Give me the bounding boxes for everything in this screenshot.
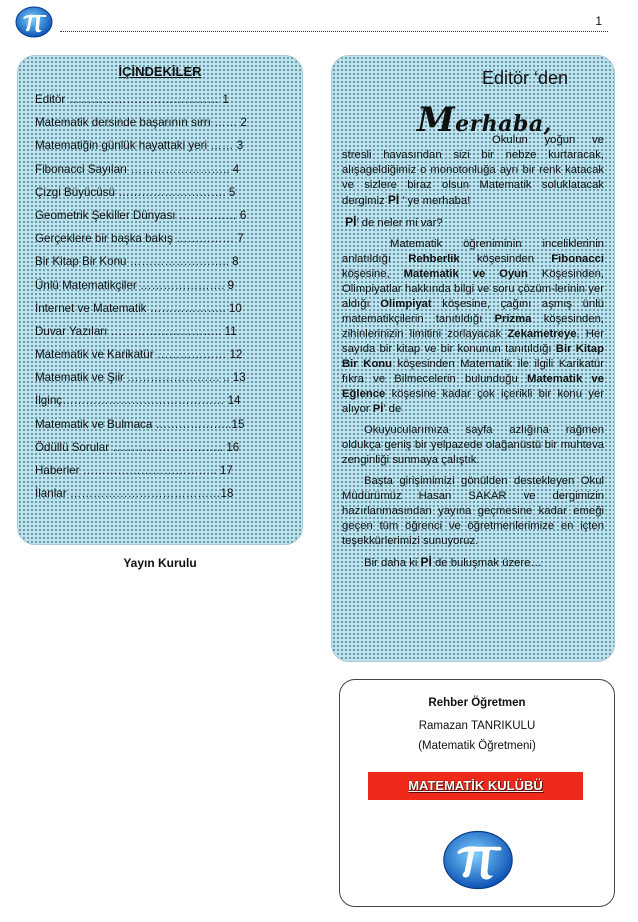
- paragraph-text: köşesine,: [342, 268, 404, 280]
- signature-name: Ramazan TANRIKULU: [418, 720, 536, 732]
- paragraph-contents: [342, 237, 604, 417]
- table-of-contents: [17, 55, 303, 545]
- closing-text: Bir daha ki: [364, 557, 421, 569]
- paragraph-text: Okulun yoğun ve stresli havasından sizi bir nebze kurtaracak, alışageldiğimiz o monotonluğa ayrı bir renk katacak ve sizlere biraz olsun Matematik soluklatacak dergimiz: [342, 134, 604, 207]
- magazine-name: Pİ: [420, 555, 432, 569]
- question-line: [342, 215, 604, 231]
- toc-item[interactable]: İlginç…………………………………… 14: [35, 394, 241, 408]
- paragraph-text: köşesinden Matematik ile ilgili Karikatür fıkra ve Bilmecelerin bulunduğu: [342, 358, 604, 385]
- paragraph-thanks: Başta girişimimizi gönülden destekleyen Okul Müdürümüz Hasan SAKAR ve dergimizin hazırlanmasından yayına geçmesine kadar emeği geçen tüm öğrenci ve öğretmenlerimize en içten teşekkürlerimizi sunuyoruz.: [342, 475, 604, 547]
- signature-subtitle: (Matematik Öğretmeni): [418, 740, 536, 752]
- paragraph-text: köşesine, çağını aşmış ünlü matematikçilerin tanıtıldığı: [342, 298, 604, 325]
- highlighted-section-name: Pİ: [372, 403, 384, 415]
- highlighted-section-name: Prizma: [494, 313, 532, 325]
- highlighted-section-name: Zekametreye: [507, 328, 577, 340]
- paragraph-text: Matematik öğreniminin inceliklerinin anlatıldığı: [342, 238, 604, 265]
- toc-item[interactable]: Geometrik Şekiller Dünyası …………… 6: [35, 208, 247, 222]
- toc-item[interactable]: Matematik ve Bulmaca ………………..15: [35, 417, 245, 431]
- toc-item[interactable]: Haberler …………………………….. 17: [35, 464, 233, 477]
- toc-list: [35, 88, 290, 505]
- toc-item[interactable]: Matematik ve Karikatür ……………… 12: [35, 348, 243, 362]
- highlighted-section-name: Matematik ve Oyun: [403, 268, 528, 280]
- toc-item[interactable]: Editör ………………………………… 1: [35, 93, 229, 106]
- page-number: 1: [595, 14, 602, 28]
- signature-role: Rehber Öğretmen: [428, 697, 526, 709]
- toc-item[interactable]: Gerçeklere bir başka bakış …………… 7: [35, 232, 244, 246]
- highlighted-section-name: Fibonacci: [551, 253, 604, 265]
- paragraph-intro: [342, 133, 604, 209]
- highlighted-section-name: Matematik ve Eğlence: [342, 373, 604, 400]
- toc-title: İÇİNDEKİLER: [118, 64, 202, 79]
- editor-body: [342, 133, 604, 571]
- editorial-board-label: Yayın Kurulu: [123, 556, 197, 570]
- toc-item[interactable]: İnternet ve Matematik ……………….. 10: [35, 301, 242, 315]
- editor-title: Editör ‘den: [482, 68, 569, 88]
- signature-box: [339, 679, 615, 907]
- question-text: ’ de neler mi var?: [356, 217, 443, 229]
- paragraph-text: ’ de: [383, 403, 402, 415]
- toc-item[interactable]: Ödüllü Sorular ……………………….. 16: [35, 440, 240, 454]
- closing-line: [342, 555, 604, 571]
- paragraph-text: ’ ye merhaba!: [402, 195, 471, 207]
- math-club-banner[interactable]: MATEMATİK KULÜBÜ: [368, 772, 583, 800]
- pi-logo-icon: [14, 6, 54, 38]
- highlighted-section-name: Olimpiyat: [380, 298, 432, 310]
- toc-item[interactable]: Fibonacci Sayıları …………………….. 4: [35, 162, 240, 176]
- magazine-name: Pİ: [387, 193, 400, 207]
- toc-item[interactable]: Duvar Yazıları ……………………….. 11: [35, 324, 237, 338]
- paragraph-text: Köşesinden, Olimpiyatlar hakkında bilgi ve soru çözüm-lerinin yer aldığı: [342, 268, 604, 310]
- toc-item[interactable]: Ünlü Matematikçiler …………………. 9: [35, 278, 235, 292]
- toc-item[interactable]: Matematiğin günlük hayattaki yeri …… 3: [35, 139, 244, 153]
- toc-item[interactable]: İlanlar …………………………………18: [35, 487, 234, 501]
- highlighted-section-name: Rehberlik: [408, 253, 460, 265]
- paragraph-text: . Her sayıda bir kitap ve bir konunun tanıtıldığı: [342, 328, 605, 355]
- highlighted-section-name: Bir Kitap Bir Konu: [342, 343, 604, 370]
- header-divider: [60, 31, 608, 32]
- toc-item[interactable]: Matematik dersinde başarının sırrı …… 2: [35, 116, 247, 130]
- editor-note: [331, 55, 615, 662]
- greeting-initial: M: [417, 100, 456, 140]
- toc-item[interactable]: Matematik ve Şiir …………………… .. 13: [35, 371, 246, 385]
- closing-text: de buluşmak üzere…: [431, 557, 542, 569]
- paragraph-text: köşesine kadar çok içerikli bir konu yer alıyor: [342, 388, 604, 415]
- paragraph-text: köşesinden: [459, 253, 552, 265]
- pi-logo-icon: [440, 828, 516, 892]
- magazine-name: Pİ: [345, 215, 357, 229]
- paragraph-text: köşesinden, zihinlerinizin limitini zorlayacak: [342, 313, 604, 340]
- toc-item[interactable]: Çizgi Büyücüsü ………………………. 5: [35, 185, 236, 199]
- paragraph-readers: Okuyucularımıza sayfa azlığına rağmen oldukça geniş bir yelpazede olağanüstü bir muhteva zenginliği sunmaya çalıştık.: [342, 424, 604, 466]
- greeting-rest: erhaba,: [455, 111, 552, 137]
- toc-item[interactable]: Bir Kitap Bir Konu …………………….. 8: [35, 255, 239, 269]
